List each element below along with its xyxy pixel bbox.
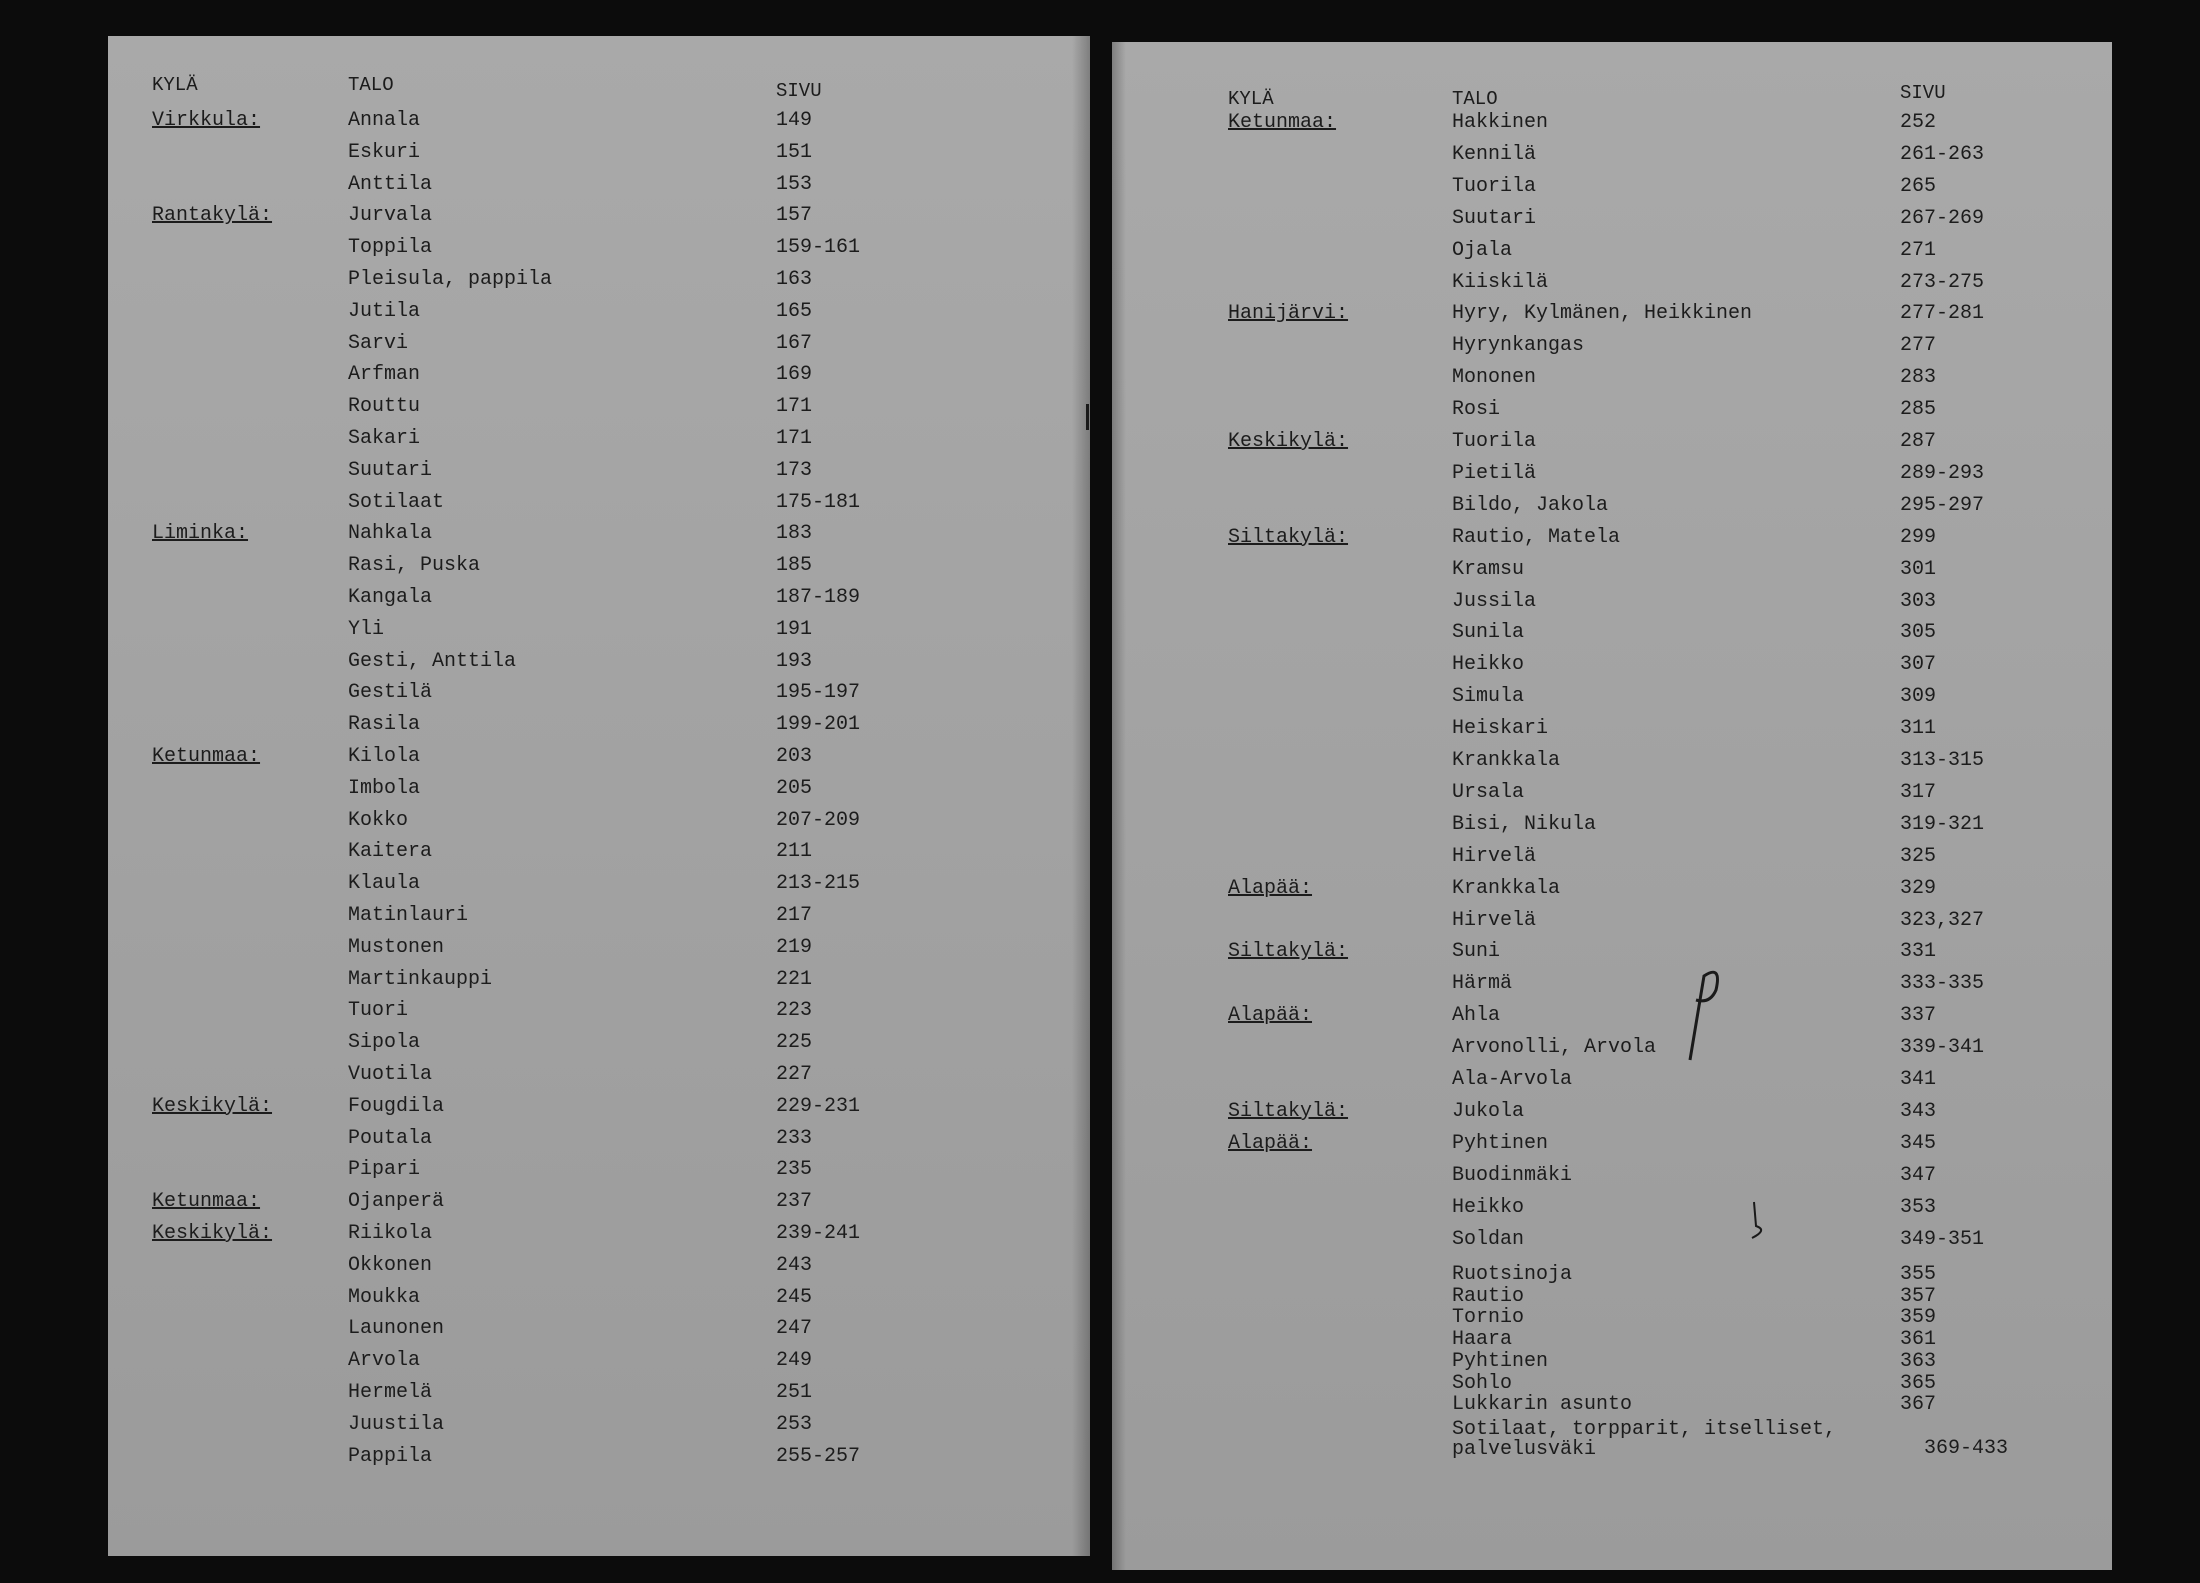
index-row — [108, 1187, 1090, 1217]
house-name: Rautio, Matela — [1452, 525, 1621, 549]
page-number: 265 — [1900, 174, 1937, 198]
page-number: 159-161 — [776, 236, 861, 260]
index-row — [108, 170, 1090, 200]
house-name: Ursala — [1452, 780, 1525, 804]
index-row — [1112, 746, 2112, 776]
page-number: 355 — [1900, 1263, 1937, 1286]
page-number: 171 — [776, 427, 813, 450]
page-number: 319-321 — [1900, 812, 1985, 836]
page-number: 329 — [1900, 876, 1937, 900]
house-name: Jukola — [1452, 1099, 1525, 1123]
index-row — [108, 806, 1090, 836]
house-name: Heiskari — [1452, 717, 1549, 741]
house-name: Suni — [1452, 940, 1501, 964]
index-row — [108, 1028, 1090, 1058]
page-column-header: SIVU — [776, 80, 822, 102]
page-number: 221 — [776, 967, 813, 991]
page-number: 287 — [1900, 430, 1937, 453]
house-name: Sohlo — [1452, 1371, 1513, 1395]
index-row — [108, 1378, 1090, 1408]
house-name: Tuori — [348, 999, 409, 1023]
index-row — [108, 1346, 1090, 1376]
index-row — [1112, 1373, 2112, 1395]
house-name: Gesti, Anttila — [348, 649, 517, 673]
house-name: Nahkala — [348, 522, 433, 546]
house-name: Arvonolli, Arvola — [1452, 1036, 1657, 1060]
index-row — [1112, 810, 2112, 840]
index-row — [108, 996, 1090, 1026]
page-number: 227 — [776, 1063, 813, 1086]
village-column-header: KYLÄ — [1228, 88, 1274, 110]
page-number: 229-231 — [776, 1094, 861, 1118]
page-number: 169 — [776, 363, 813, 387]
page-number: 251 — [776, 1381, 813, 1404]
house-name: Hirvelä — [1452, 844, 1537, 868]
page-number: 285 — [1900, 398, 1937, 422]
page-number: 199-201 — [776, 713, 861, 737]
index-row — [108, 710, 1090, 740]
page-number: 207-209 — [776, 808, 861, 832]
index-row — [1112, 236, 2112, 266]
house-name: Mononen — [1452, 366, 1537, 390]
index-row — [1112, 108, 2112, 138]
index-row — [1112, 1394, 2112, 1416]
index-row — [1112, 395, 2112, 425]
index-row — [1112, 1001, 2112, 1031]
index-row — [108, 1442, 1090, 1472]
house-name: Okkonen — [348, 1253, 433, 1277]
house-name: Pyhtinen — [1452, 1131, 1549, 1155]
index-row — [108, 106, 1090, 136]
page-number: 237 — [776, 1190, 813, 1214]
house-name: Sarvi — [348, 331, 409, 355]
house-name: Suutari — [1452, 206, 1537, 230]
village-name: Ketunmaa: — [152, 745, 261, 768]
house-name: Rasila — [348, 713, 421, 737]
house-name: Ruotsinoja — [1452, 1263, 1573, 1286]
index-row — [1112, 1329, 2112, 1351]
index-row — [108, 456, 1090, 486]
page-number: 165 — [776, 299, 813, 323]
page-number: 359 — [1900, 1306, 1937, 1330]
page-number: 243 — [776, 1253, 813, 1277]
house-name: Riikola — [348, 1222, 433, 1245]
page-number: 183 — [776, 522, 813, 546]
index-row — [108, 869, 1090, 899]
house-name: Buodinmäki — [1452, 1163, 1573, 1187]
page-number: 277 — [1900, 334, 1937, 358]
house-name: Bildo, Jakola — [1452, 493, 1609, 517]
house-name: Tornio — [1452, 1306, 1525, 1330]
page-number: 323,327 — [1900, 908, 1985, 932]
village-name: Keskikylä: — [152, 1094, 273, 1118]
page-number: 349-351 — [1900, 1227, 1985, 1251]
index-row — [1112, 778, 2112, 808]
house-name: Yli — [348, 617, 385, 641]
index-row — [1112, 714, 2112, 744]
page-number: 157 — [776, 204, 813, 228]
pen-scribble — [1738, 1196, 1788, 1246]
index-row — [108, 519, 1090, 549]
village-name: Hanijärvi: — [1228, 302, 1349, 326]
index-row — [108, 774, 1090, 804]
house-name: Hirvelä — [1452, 908, 1537, 932]
house-name: Tuorila — [1452, 430, 1537, 453]
page-number: 365 — [1900, 1371, 1937, 1395]
page-number: 195-197 — [776, 681, 861, 705]
house-name: Jussila — [1452, 589, 1537, 613]
house-name: Pipari — [348, 1158, 421, 1182]
page-number: 187-189 — [776, 586, 861, 609]
house-name: Sunila — [1452, 621, 1525, 645]
house-name: Kiiskilä — [1452, 270, 1549, 294]
page-number: 153 — [776, 172, 813, 196]
index-row — [1112, 842, 2112, 872]
page-number: 347 — [1900, 1163, 1937, 1187]
index-row — [108, 329, 1090, 359]
page-number: 299 — [1900, 525, 1937, 549]
index-row — [108, 1060, 1090, 1090]
house-name: Krankkala — [1452, 749, 1561, 772]
right-page — [1112, 42, 2112, 1570]
index-row — [108, 1124, 1090, 1154]
house-name: Pleisula, pappila — [348, 268, 553, 291]
house-column-header: TALO — [1452, 88, 1498, 110]
page-number: 367 — [1900, 1393, 1937, 1417]
index-row — [1112, 1307, 2112, 1329]
page-number: 303 — [1900, 589, 1937, 613]
house-name: Anttila — [348, 172, 433, 196]
ink-mark — [1086, 404, 1089, 430]
index-row — [1112, 1033, 2112, 1063]
village-name: Alapää: — [1228, 1131, 1313, 1155]
page-number: 357 — [1900, 1284, 1937, 1308]
index-row — [1112, 1264, 2112, 1286]
house-name: Sipola — [348, 1031, 421, 1055]
page-number: 217 — [776, 904, 813, 927]
index-row — [108, 551, 1090, 581]
house-name: Jurvala — [348, 204, 433, 228]
index-row — [108, 392, 1090, 422]
index-row — [1112, 1065, 2112, 1095]
index-row — [1112, 1225, 2112, 1255]
house-name: Ojala — [1452, 238, 1513, 262]
page-number: 333-335 — [1900, 972, 1985, 996]
house-name: Kramsu — [1452, 557, 1525, 581]
village-name: Rantakylä: — [152, 204, 273, 228]
house-name: Kokko — [348, 808, 409, 832]
page-number: 245 — [776, 1285, 813, 1309]
house-name: Mustonen — [348, 935, 445, 959]
page-number: 313-315 — [1900, 749, 1985, 772]
index-row — [1112, 204, 2112, 234]
house-name: Tuorila — [1452, 174, 1537, 198]
page-number: 331 — [1900, 940, 1937, 964]
page-number: 277-281 — [1900, 302, 1985, 326]
page-number: 247 — [776, 1317, 813, 1341]
page-number: 339-341 — [1900, 1036, 1985, 1060]
page-number: 311 — [1900, 717, 1937, 741]
house-name: Launonen — [348, 1317, 445, 1341]
house-name: Krankkala — [1452, 876, 1561, 900]
village-name: Siltakylä: — [1228, 1099, 1349, 1123]
house-name: Arvola — [348, 1349, 421, 1373]
house-name: Ahla — [1452, 1004, 1501, 1028]
index-row — [1112, 1161, 2112, 1191]
index-row — [108, 201, 1090, 231]
index-row — [1112, 268, 2112, 298]
index-row — [108, 1219, 1090, 1249]
index-row — [108, 1251, 1090, 1281]
page-number: 255-257 — [776, 1444, 861, 1468]
house-name: Juustila — [348, 1412, 445, 1436]
index-row — [1112, 299, 2112, 329]
index-row — [1112, 618, 2112, 648]
house-name: Sotilaat — [348, 490, 445, 514]
index-row — [1112, 969, 2112, 999]
index-row — [1112, 874, 2112, 904]
house-name: Haara — [1452, 1328, 1513, 1352]
house-name: Annala — [348, 109, 421, 132]
village-name: Ketunmaa: — [152, 1190, 261, 1214]
index-row — [1112, 906, 2112, 936]
house-name: Martinkauppi — [348, 967, 493, 991]
house-name: Pappila — [348, 1444, 433, 1468]
house-name: Lukkarin asunto — [1452, 1393, 1633, 1417]
house-column-header: TALO — [348, 74, 394, 96]
index-row — [1112, 363, 2112, 393]
index-row — [108, 1092, 1090, 1122]
index-row — [1112, 1193, 2112, 1223]
index-row — [108, 678, 1090, 708]
house-name: Pyhtinen — [1452, 1349, 1549, 1373]
page-number: 267-269 — [1900, 206, 1985, 230]
house-name: Pietilä — [1452, 461, 1537, 485]
house-name: Arfman — [348, 363, 421, 387]
house-name: Hakkinen — [1452, 111, 1549, 134]
house-name: Poutala — [348, 1126, 433, 1150]
index-row — [1112, 523, 2112, 553]
village-name: Virkkula: — [152, 109, 261, 132]
page-number: 309 — [1900, 685, 1937, 709]
index-row — [108, 933, 1090, 963]
index-row — [1112, 172, 2112, 202]
house-name: Bisi, Nikula — [1452, 812, 1597, 836]
house-name: Fougdila — [348, 1094, 445, 1118]
index-row — [108, 615, 1090, 645]
house-name: Vuotila — [348, 1063, 433, 1086]
house-name: Soldan — [1452, 1227, 1525, 1251]
page-column-header: SIVU — [1900, 82, 1946, 104]
page-number: 191 — [776, 617, 813, 641]
page-number: 213-215 — [776, 872, 861, 896]
page-number: 289-293 — [1900, 461, 1985, 485]
page-number: 233 — [776, 1126, 813, 1150]
page-number: 223 — [776, 999, 813, 1023]
page-number: 271 — [1900, 238, 1937, 262]
index-row — [108, 297, 1090, 327]
final-index-row — [1112, 1420, 2112, 1464]
village-name: Alapää: — [1228, 876, 1313, 900]
index-row — [108, 1314, 1090, 1344]
house-name: Eskuri — [348, 140, 421, 164]
village-name: Siltakylä: — [1228, 940, 1349, 964]
index-row — [1112, 140, 2112, 170]
house-name: Härmä — [1452, 972, 1513, 996]
page-number: 307 — [1900, 653, 1937, 677]
page-number: 353 — [1900, 1195, 1937, 1219]
index-row — [1112, 682, 2112, 712]
page-number: 253 — [776, 1412, 813, 1436]
index-row — [1112, 587, 2112, 617]
house-name: Heikko — [1452, 653, 1525, 677]
house-name: Moukka — [348, 1285, 421, 1309]
page-number: 151 — [776, 140, 813, 164]
house-name: Rosi — [1452, 398, 1501, 422]
index-row — [1112, 650, 2112, 680]
index-row — [108, 837, 1090, 867]
index-row — [1112, 459, 2112, 489]
index-row — [1112, 1097, 2112, 1127]
house-name: Kangala — [348, 586, 433, 609]
page-number: 239-241 — [776, 1222, 861, 1245]
house-name: Ojanperä — [348, 1190, 445, 1214]
house-name: Ala-Arvola — [1452, 1068, 1573, 1091]
left-page — [108, 36, 1090, 1556]
index-row — [1112, 331, 2112, 361]
page-number: 173 — [776, 458, 813, 482]
page-number: 325 — [1900, 844, 1937, 868]
index-row — [108, 647, 1090, 677]
index-row — [108, 265, 1090, 295]
village-name: Liminka: — [152, 522, 249, 546]
index-row — [1112, 937, 2112, 967]
house-name: Hyry, Kylmänen, Heikkinen — [1452, 302, 1753, 326]
index-row — [108, 901, 1090, 931]
village-name: Keskikylä: — [1228, 430, 1349, 453]
page-number: 317 — [1900, 780, 1937, 804]
village-name: Siltakylä: — [1228, 525, 1349, 549]
index-row — [108, 965, 1090, 995]
index-row — [1112, 1129, 2112, 1159]
page-number: 249 — [776, 1349, 813, 1373]
house-name: Simula — [1452, 685, 1525, 709]
page-number: 261-263 — [1900, 142, 1985, 166]
index-row — [108, 742, 1090, 772]
village-name: Ketunmaa: — [1228, 111, 1337, 134]
index-row — [108, 233, 1090, 263]
house-name: Routtu — [348, 395, 421, 419]
index-row — [1112, 427, 2112, 457]
house-name: Gestilä — [348, 681, 433, 705]
page-number: 185 — [776, 554, 813, 578]
index-row — [1112, 1286, 2112, 1308]
page-number: 345 — [1900, 1131, 1937, 1155]
page-number: 363 — [1900, 1349, 1937, 1373]
final-house-line1: Sotilaat, torpparit, itselliset, — [1452, 1418, 1837, 1441]
page-number: 203 — [776, 745, 813, 768]
page-number: 171 — [776, 395, 813, 419]
page-number: 163 — [776, 268, 813, 291]
house-name: Toppila — [348, 236, 433, 260]
index-row — [108, 424, 1090, 454]
house-name: Imbola — [348, 776, 421, 800]
page-number: 211 — [776, 840, 813, 864]
page-number: 337 — [1900, 1004, 1937, 1028]
index-row — [108, 1155, 1090, 1185]
index-row — [1112, 1351, 2112, 1373]
page-number: 305 — [1900, 621, 1937, 645]
final-page-number: 369-433 — [1924, 1437, 2009, 1460]
house-name: Kilola — [348, 745, 421, 768]
column-header-row — [108, 70, 1090, 100]
page-number: 361 — [1900, 1328, 1937, 1352]
index-row — [108, 1283, 1090, 1313]
pen-scribble — [1682, 960, 1742, 1070]
house-name: Suutari — [348, 458, 433, 482]
index-row — [108, 360, 1090, 390]
final-house-line2: palvelusväki — [1452, 1438, 1597, 1461]
house-name: Klaula — [348, 872, 421, 896]
house-name: Rautio — [1452, 1284, 1525, 1308]
house-name: Hyrynkangas — [1452, 334, 1585, 358]
page-number: 225 — [776, 1031, 813, 1055]
house-name: Rasi, Puska — [348, 554, 481, 578]
index-row — [1112, 491, 2112, 521]
index-row — [108, 1410, 1090, 1440]
page-number: 301 — [1900, 557, 1937, 581]
house-name: Heikko — [1452, 1195, 1525, 1219]
page-number: 343 — [1900, 1099, 1937, 1123]
index-row — [108, 488, 1090, 518]
house-name: Hermelä — [348, 1381, 433, 1404]
page-number: 295-297 — [1900, 493, 1985, 517]
page-number: 205 — [776, 776, 813, 800]
index-row — [108, 138, 1090, 168]
house-name: Jutila — [348, 299, 421, 323]
house-name: Kaitera — [348, 840, 433, 864]
index-row — [108, 583, 1090, 613]
page-number: 175-181 — [776, 490, 861, 514]
page-number: 283 — [1900, 366, 1937, 390]
house-name: Kennilä — [1452, 142, 1537, 166]
page-number: 341 — [1900, 1068, 1937, 1091]
house-name: Sakari — [348, 427, 421, 450]
page-number: 193 — [776, 649, 813, 673]
page-number: 252 — [1900, 111, 1937, 134]
village-column-header: KYLÄ — [152, 74, 198, 96]
page-number: 219 — [776, 935, 813, 959]
page-number: 273-275 — [1900, 270, 1985, 294]
page-number: 149 — [776, 109, 813, 132]
page-number: 167 — [776, 331, 813, 355]
house-name: Matinlauri — [348, 904, 469, 927]
page-number: 235 — [776, 1158, 813, 1182]
index-row — [1112, 555, 2112, 585]
village-name: Keskikylä: — [152, 1222, 273, 1245]
village-name: Alapää: — [1228, 1004, 1313, 1028]
